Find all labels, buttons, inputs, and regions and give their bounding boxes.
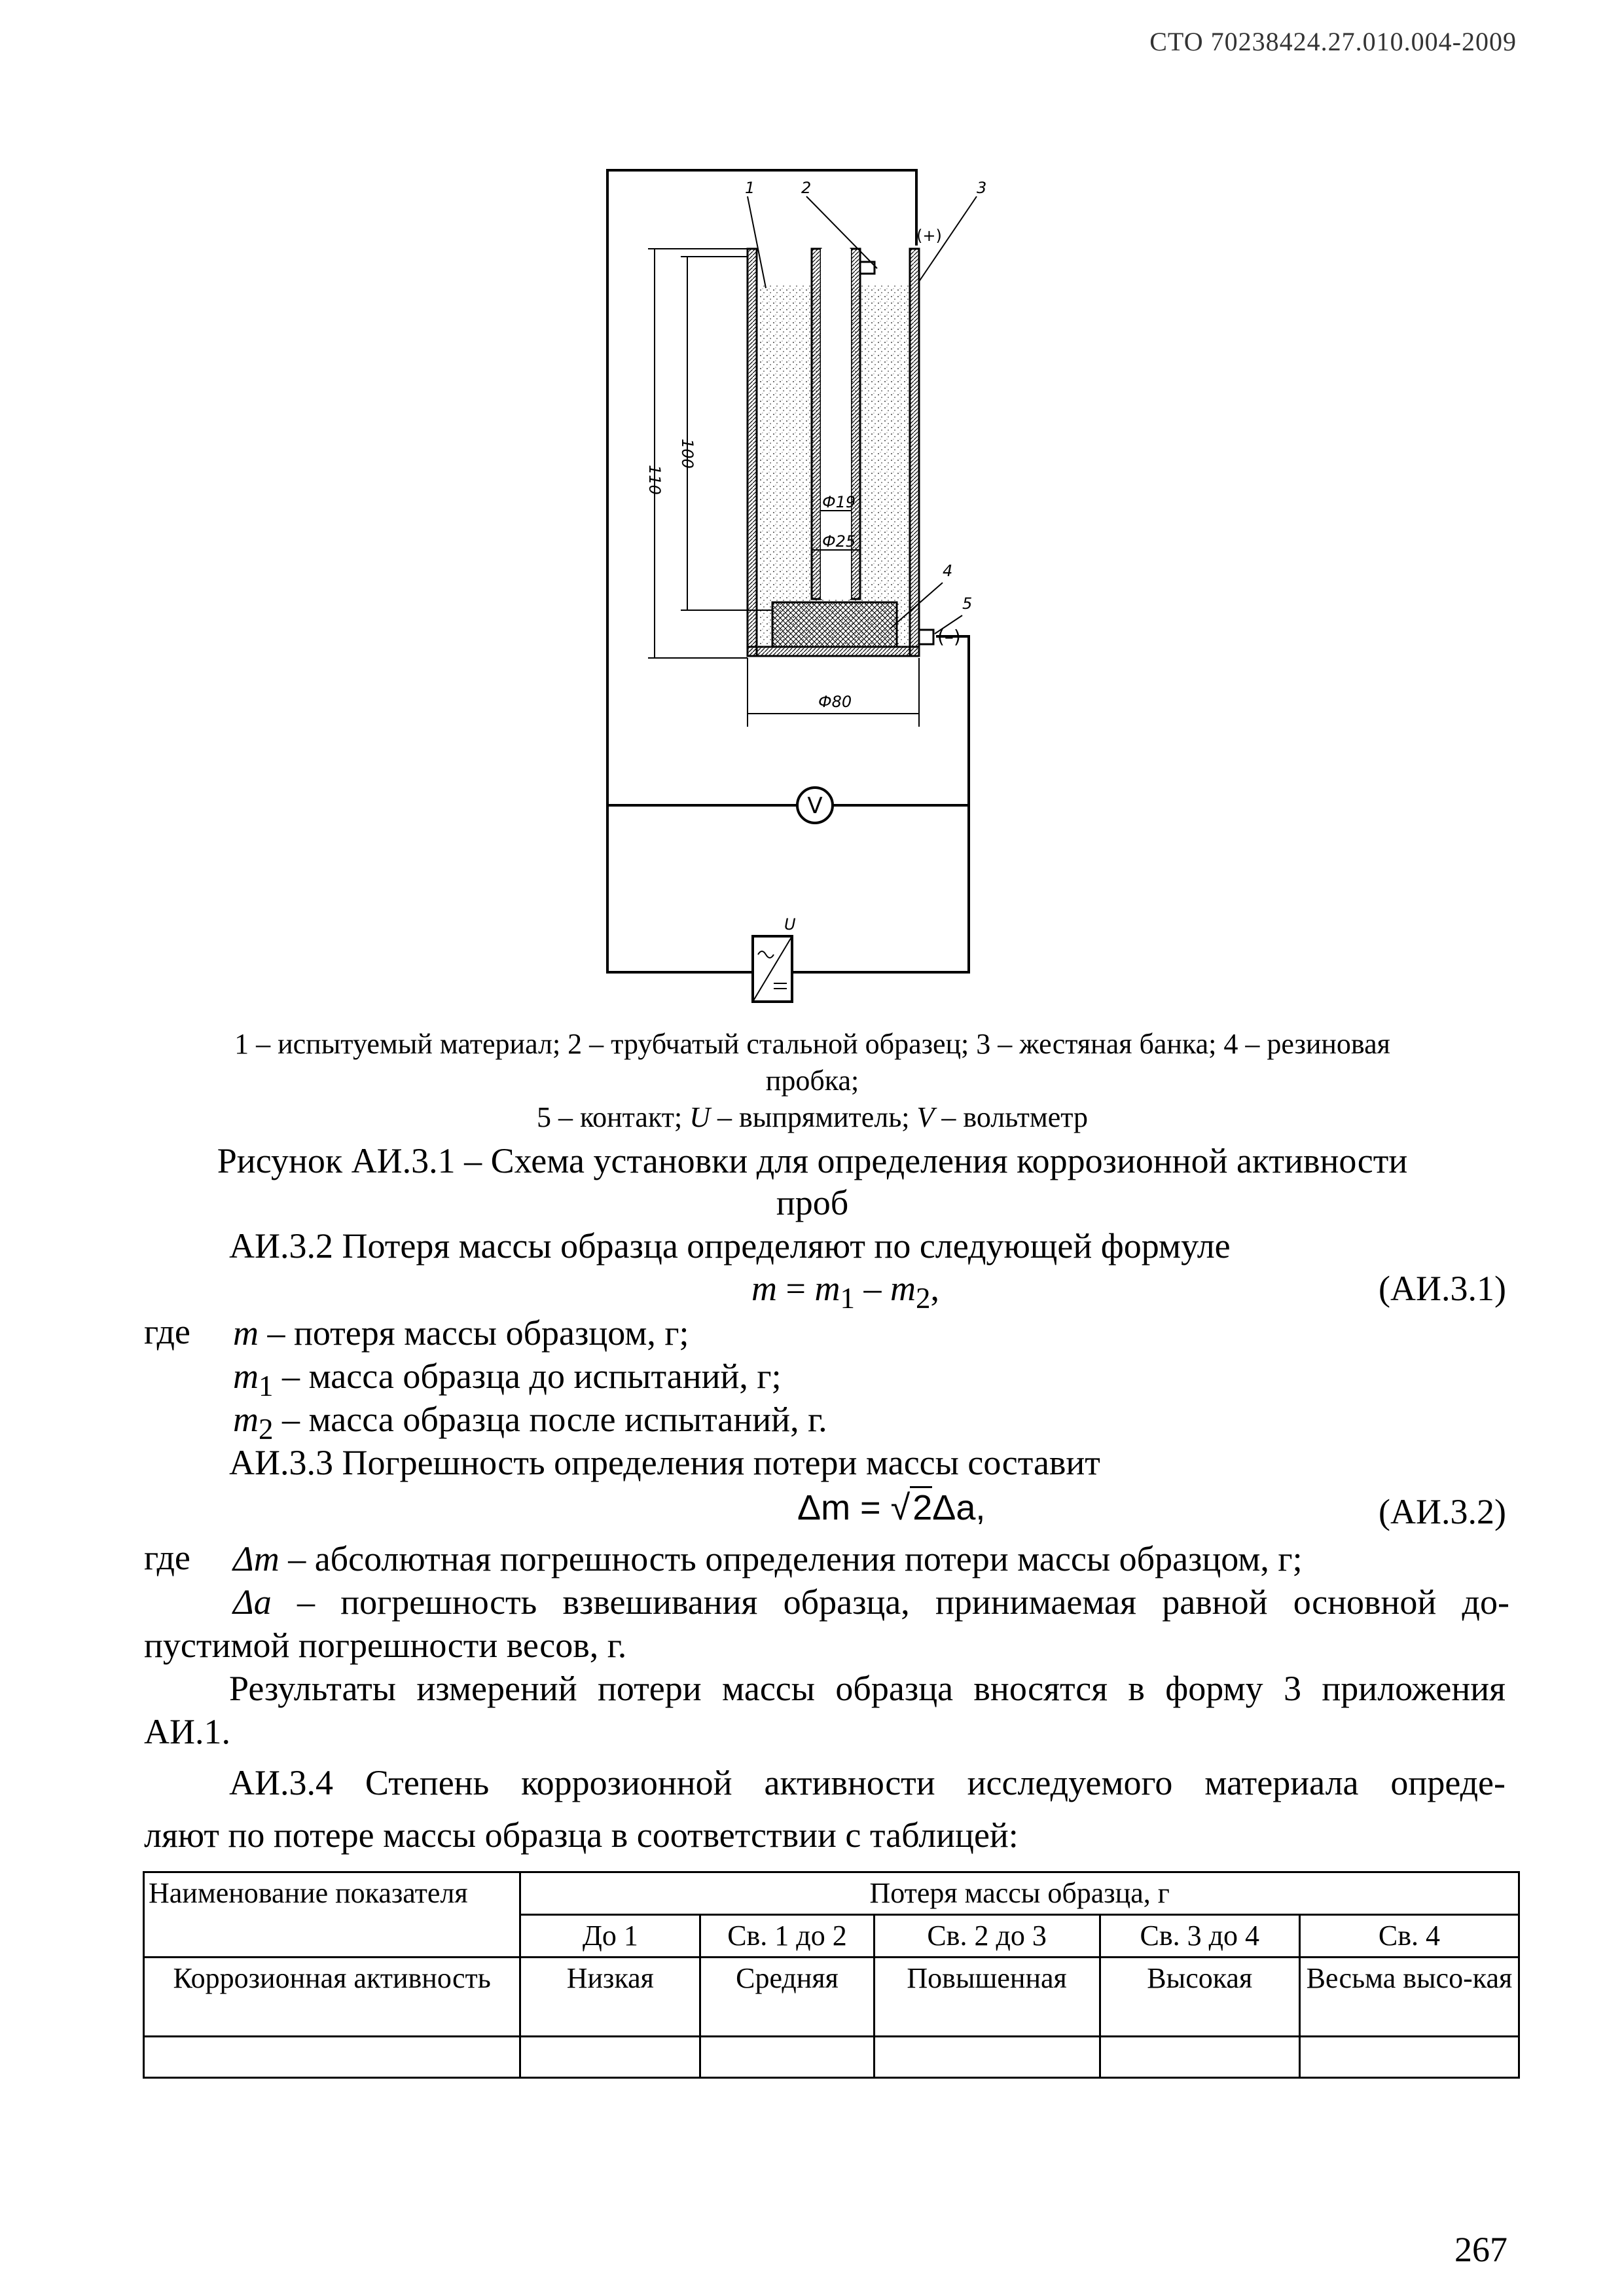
formula-number-ai-3-2: (АИ.3.2) [1379, 1492, 1506, 1531]
table-col-1: Св. 1 до 2 [700, 1915, 874, 1958]
table-row [144, 1958, 1519, 2037]
circuit-wire-contact [936, 636, 969, 786]
can-right-wall [910, 249, 919, 656]
can-bottom [748, 647, 919, 656]
results-para-line2: АИ.1. [144, 1712, 230, 1751]
page-number: 267 [1454, 2230, 1507, 2269]
where-word-1: где [144, 1312, 190, 1351]
label-d80: Ф80 [818, 693, 852, 711]
section-3-4-line1: АИ.3.4 Степень коррозионной активности исследуемого материала опреде- [229, 1763, 1506, 1802]
definition-delta-m: Δm – абсолютная погрешность определения потери массы образцом, г; [233, 1539, 1303, 1578]
label-d19: Ф19 [822, 493, 856, 511]
definition-m1: $m_1$ – масса образца до испытаний, г; [233, 1357, 782, 1402]
table-cell-2: Повышенная [874, 1958, 1100, 2037]
table-row-label: Коррозионная активность [144, 1958, 520, 2037]
rubber-stopper [772, 602, 897, 647]
section-3-4-line2: ляют по потере массы образца в соответствии с таблицей: [144, 1815, 1019, 1855]
table-cell-1: Средняя [700, 1958, 874, 2037]
table-cell-0: Низкая [520, 1958, 700, 2037]
table-col-3: Св. 3 до 4 [1100, 1915, 1299, 1958]
label-5: 5 [962, 594, 973, 613]
label-3: 3 [977, 179, 987, 197]
definition-delta-a: Δa – погрешность взвешивания образца, принимаемая равной основной до- [233, 1582, 1509, 1622]
table-col-2: Св. 2 до 3 [874, 1915, 1100, 1958]
label-dim-100: 100 [678, 439, 696, 469]
can-left-wall [748, 249, 757, 656]
label-minus: (–) [937, 626, 961, 647]
definition-m2: $m_2$ – масса образца после испытаний, г. [233, 1400, 827, 1446]
figure-legend-line3: 5 – контакт; U – выпрямитель; V – вольтметр [536, 1101, 1089, 1133]
table-cell-4: Весьма высо-кая [1299, 1958, 1519, 2037]
figure-legend-line2: пробка; [765, 1065, 859, 1097]
definition-delta-a-cont: пустимой погрешности весов, г. [144, 1626, 627, 1665]
formula-ai-3-2: Δm = √2Δa, [797, 1487, 985, 1528]
table-group-header: Потеря массы образца, г [520, 1872, 1519, 1915]
label-4: 4 [943, 562, 953, 580]
where-word-2: где [144, 1538, 190, 1577]
label-d25: Ф25 [822, 532, 856, 551]
label-dim-110: 110 [645, 465, 664, 495]
definition-m: m – потеря массы образцом, г; [233, 1313, 689, 1353]
table-row-header: Наименование показателя [144, 1872, 520, 1958]
label-2: 2 [801, 179, 812, 197]
apparatus-svg [576, 157, 1074, 1021]
label-plus: (+) [916, 227, 942, 245]
table-header-row [144, 1872, 1519, 1915]
side-contact [919, 630, 933, 644]
table-empty-row [144, 2037, 1519, 2078]
apparatus-diagram [576, 157, 1074, 1021]
label-rectifier: U [784, 915, 796, 934]
table-col-0: До 1 [520, 1915, 700, 1958]
corrosion-activity-table [143, 1871, 1520, 2079]
figure-title-line1: Рисунок АИ.3.1 – Схема установки для определения коррозионной активности [217, 1141, 1408, 1180]
formula-number-ai-3-1: (АИ.3.1) [1379, 1269, 1506, 1308]
document-code: СТО 70238424.27.010.004-2009 [1149, 27, 1517, 56]
table-col-4: Св. 4 [1299, 1915, 1519, 1958]
label-1: 1 [745, 179, 755, 197]
results-para-line1: Результаты измерений потери массы образца вносятся в форму 3 приложения [229, 1669, 1506, 1708]
tube-left-wall [812, 249, 821, 599]
voltmeter-label: V [807, 793, 823, 819]
formula-ai-3-1: $m = m_1 - m_2$, [751, 1269, 939, 1315]
figure-legend-line1: 1 – испытуемый материал; 2 – трубчатый стальной образец; 3 – жестяная банка; 4 – резиновая [234, 1028, 1390, 1060]
section-3-3-text: АИ.3.3 Погрешность определения потери массы составит [229, 1443, 1100, 1482]
table-cell-3: Высокая [1100, 1958, 1299, 2037]
figure-title-line2: проб [776, 1183, 849, 1222]
section-3-2-text: АИ.3.2 Потеря массы образца определяют по следующей формуле [229, 1226, 1231, 1266]
